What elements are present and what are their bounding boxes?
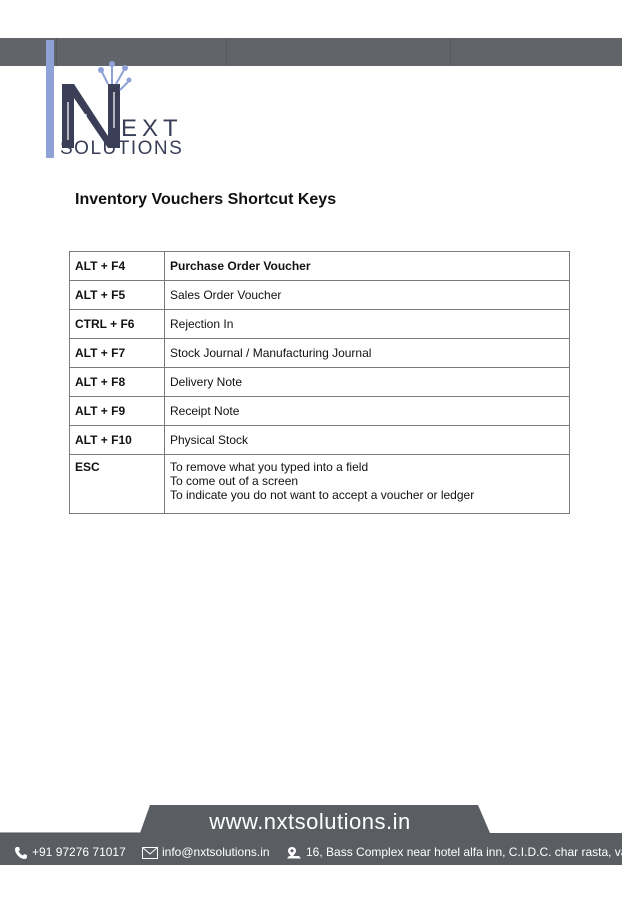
table-row <box>70 426 570 455</box>
mail-icon <box>142 847 158 859</box>
shortcut-key: CTRL + F6 <box>70 310 165 339</box>
street-address: 16, Bass Complex near hotel alfa inn, C.I.D.C. char rasta, va <box>306 845 628 859</box>
table-row <box>70 339 570 368</box>
table-row <box>70 397 570 426</box>
phone-number: +91 97276 71017 <box>32 845 126 859</box>
shortcut-table <box>69 251 570 514</box>
footer-address <box>286 844 627 860</box>
table-row <box>70 368 570 397</box>
shortcut-key: ESC <box>70 455 165 514</box>
esc-line: To come out of a screen <box>170 474 299 488</box>
shortcut-key: ALT + F10 <box>70 426 165 455</box>
header-band-segment <box>226 38 451 66</box>
table-row <box>70 310 570 339</box>
table-row <box>70 252 570 281</box>
shortcut-action: Purchase Order Voucher <box>165 252 570 281</box>
footer-phone <box>14 844 126 860</box>
logo-wordmark-solutions: SOLUTIONS <box>60 138 184 159</box>
esc-line: To indicate you do not want to accept a voucher or ledger <box>170 488 475 502</box>
phone-icon <box>14 846 28 860</box>
shortcut-action: Receipt Note <box>165 397 570 426</box>
logo-wordmark-ext: EXT <box>121 115 183 142</box>
shortcut-action: Physical Stock <box>165 426 570 455</box>
location-pin-icon <box>286 846 302 860</box>
shortcut-action: Rejection In <box>165 310 570 339</box>
page-title: Inventory Vouchers Shortcut Keys <box>75 191 337 208</box>
shortcut-action: Delivery Note <box>165 368 570 397</box>
shortcut-key: ALT + F8 <box>70 368 165 397</box>
footer-website[interactable]: www.nxtsolutions.in <box>209 809 411 834</box>
table-row <box>70 281 570 310</box>
shortcut-action: Sales Order Voucher <box>165 281 570 310</box>
footer-email <box>142 844 270 860</box>
shortcut-action: Stock Journal / Manufacturing Journal <box>165 339 570 368</box>
esc-line: To remove what you typed into a field <box>170 460 369 474</box>
shortcut-key: ALT + F5 <box>70 281 165 310</box>
shortcut-key: ALT + F4 <box>70 252 165 281</box>
shortcut-key: ALT + F7 <box>70 339 165 368</box>
shortcut-action <box>165 455 570 514</box>
table-row <box>70 455 570 514</box>
email-address[interactable]: info@nxtsolutions.in <box>162 845 270 859</box>
shortcut-key: ALT + F9 <box>70 397 165 426</box>
